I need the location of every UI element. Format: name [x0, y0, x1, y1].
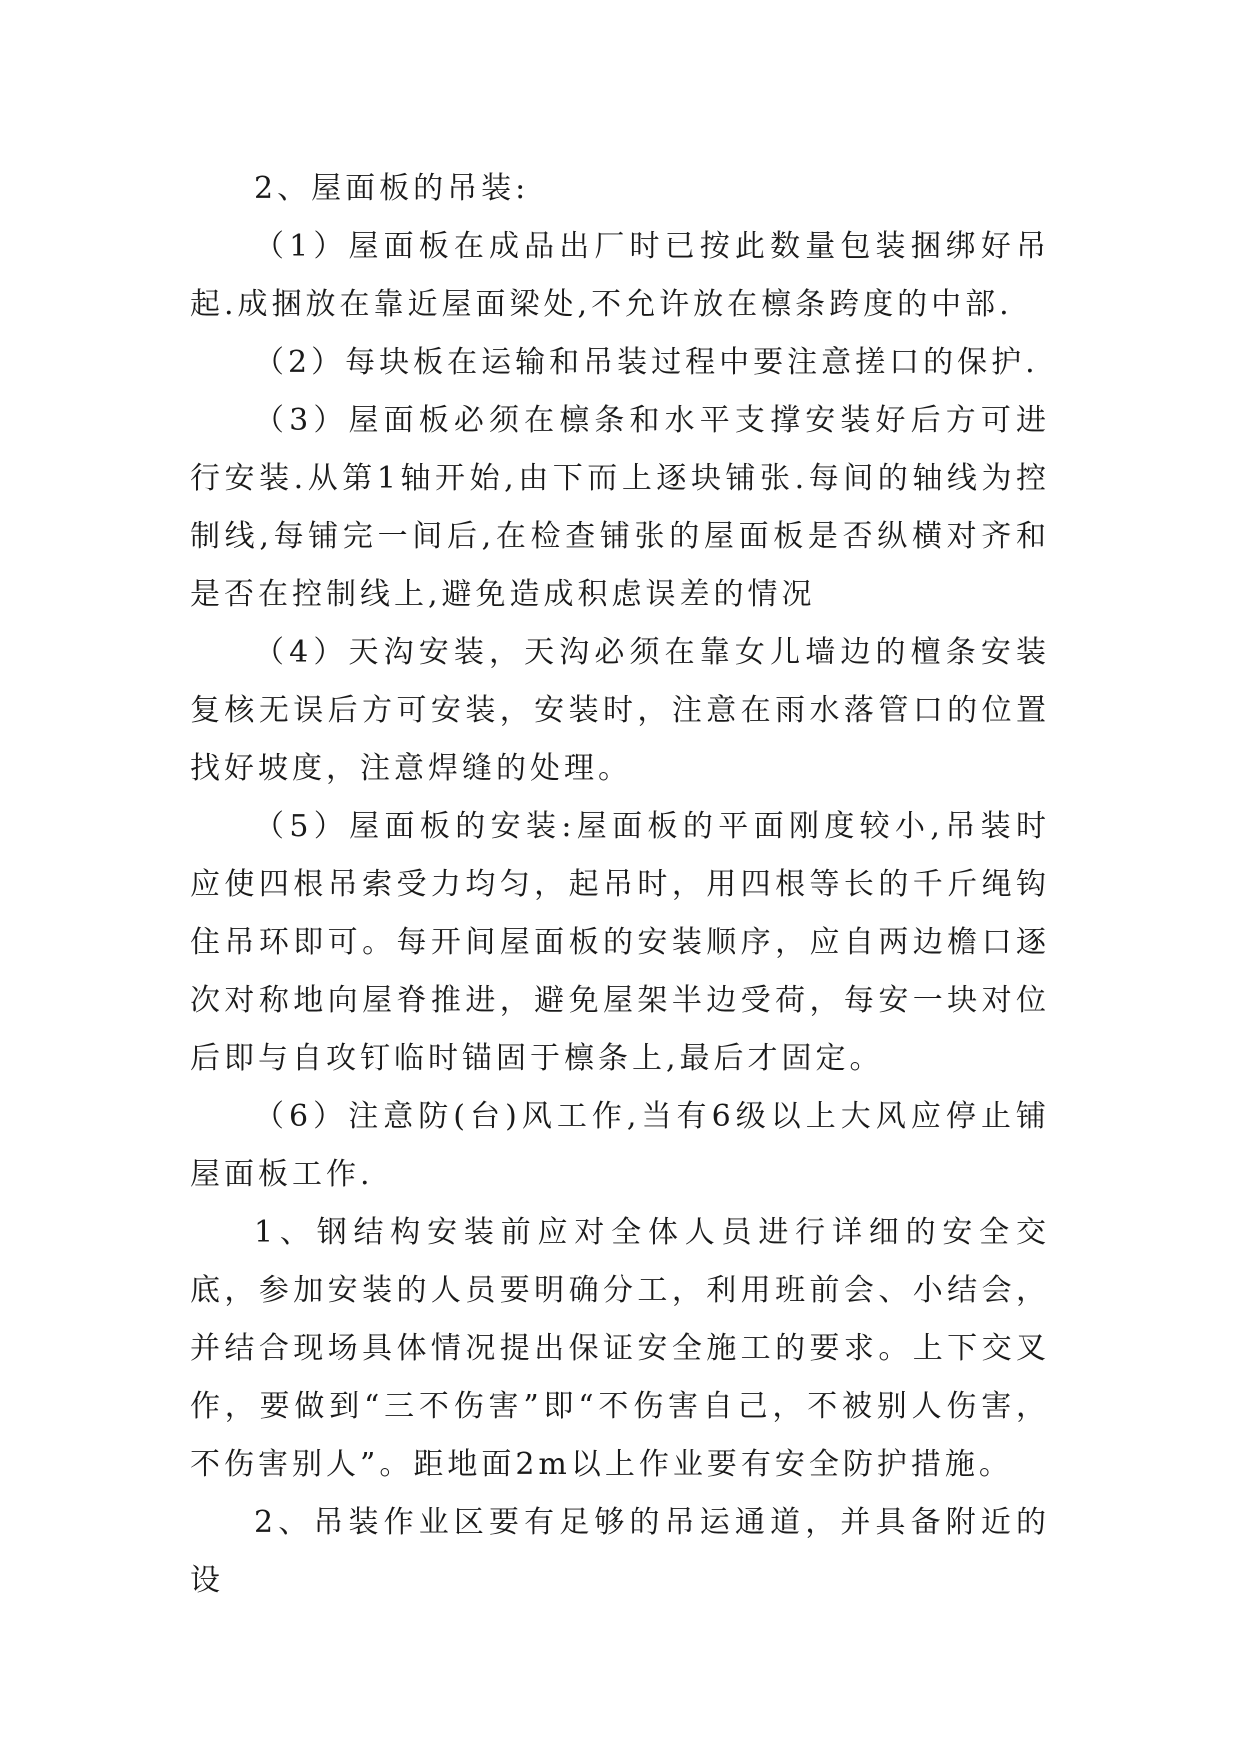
paragraph-safety-1-briefing: 1、钢结构安装前应对全体人员进行详细的安全交底，参加安装的人员要明确分工，利用班前会、小结会，并结合现场具体情况提出保证安全施工的要求。上下交叉作，要做到“三不伤害”即“不伤害自己，不被别人伤害，不伤害别人”。距地面2m以上作业要有安全防护措施。	[190, 1215, 1050, 1482]
paragraph-safety-2-hoisting-area: 2、吊装作业区要有足够的吊运通道，并具备附近的设	[190, 1505, 1050, 1598]
paragraph-item-4-gutter: （4）天沟安装，天沟必须在靠女儿墙边的檀条安装复核无误后方可安装，安装时，注意在雨水落管口的位置找好坡度，注意焊缝的处理。	[190, 635, 1050, 786]
paragraph-item-6-wind: （6）注意防(台)风工作,当有6级以上大风应停止铺屋面板工作.	[190, 1099, 1050, 1192]
paragraph-item-2-protection: （2）每块板在运输和吊装过程中要注意搓口的保护.	[254, 345, 1039, 380]
paragraph-item-5-panel-install: （5）屋面板的安装:屋面板的平面刚度较小,吊装时应使四根吊索受力均匀，起吊时，用四根等长的千斤绳钩住吊环即可。每开间屋面板的安装顺序，应自两边檐口逐次对称地向屋脊推进，避免屋架半边受荷，每安一块对位后即与自攻钉临时锚固于檩条上,最后才固定。	[190, 809, 1050, 1076]
document-body	[190, 160, 1050, 1610]
paragraph-roof-panel-hoisting-heading: 2、屋面板的吊装:	[254, 171, 530, 206]
paragraph-item-1-bundling: （1）屋面板在成品出厂时已按此数量包装捆绑好吊起.成捆放在靠近屋面梁处,不允许放在檩条跨度的中部.	[190, 229, 1050, 322]
paragraph-item-3-installation-order: （3）屋面板必须在檩条和水平支撑安装好后方可进行安装.从第1轴开始,由下而上逐块铺张.每间的轴线为控制线,每铺完一间后,在检查铺张的屋面板是否纵横对齐和是否在控制线上,避免造成积虑误差的情况	[190, 403, 1050, 612]
